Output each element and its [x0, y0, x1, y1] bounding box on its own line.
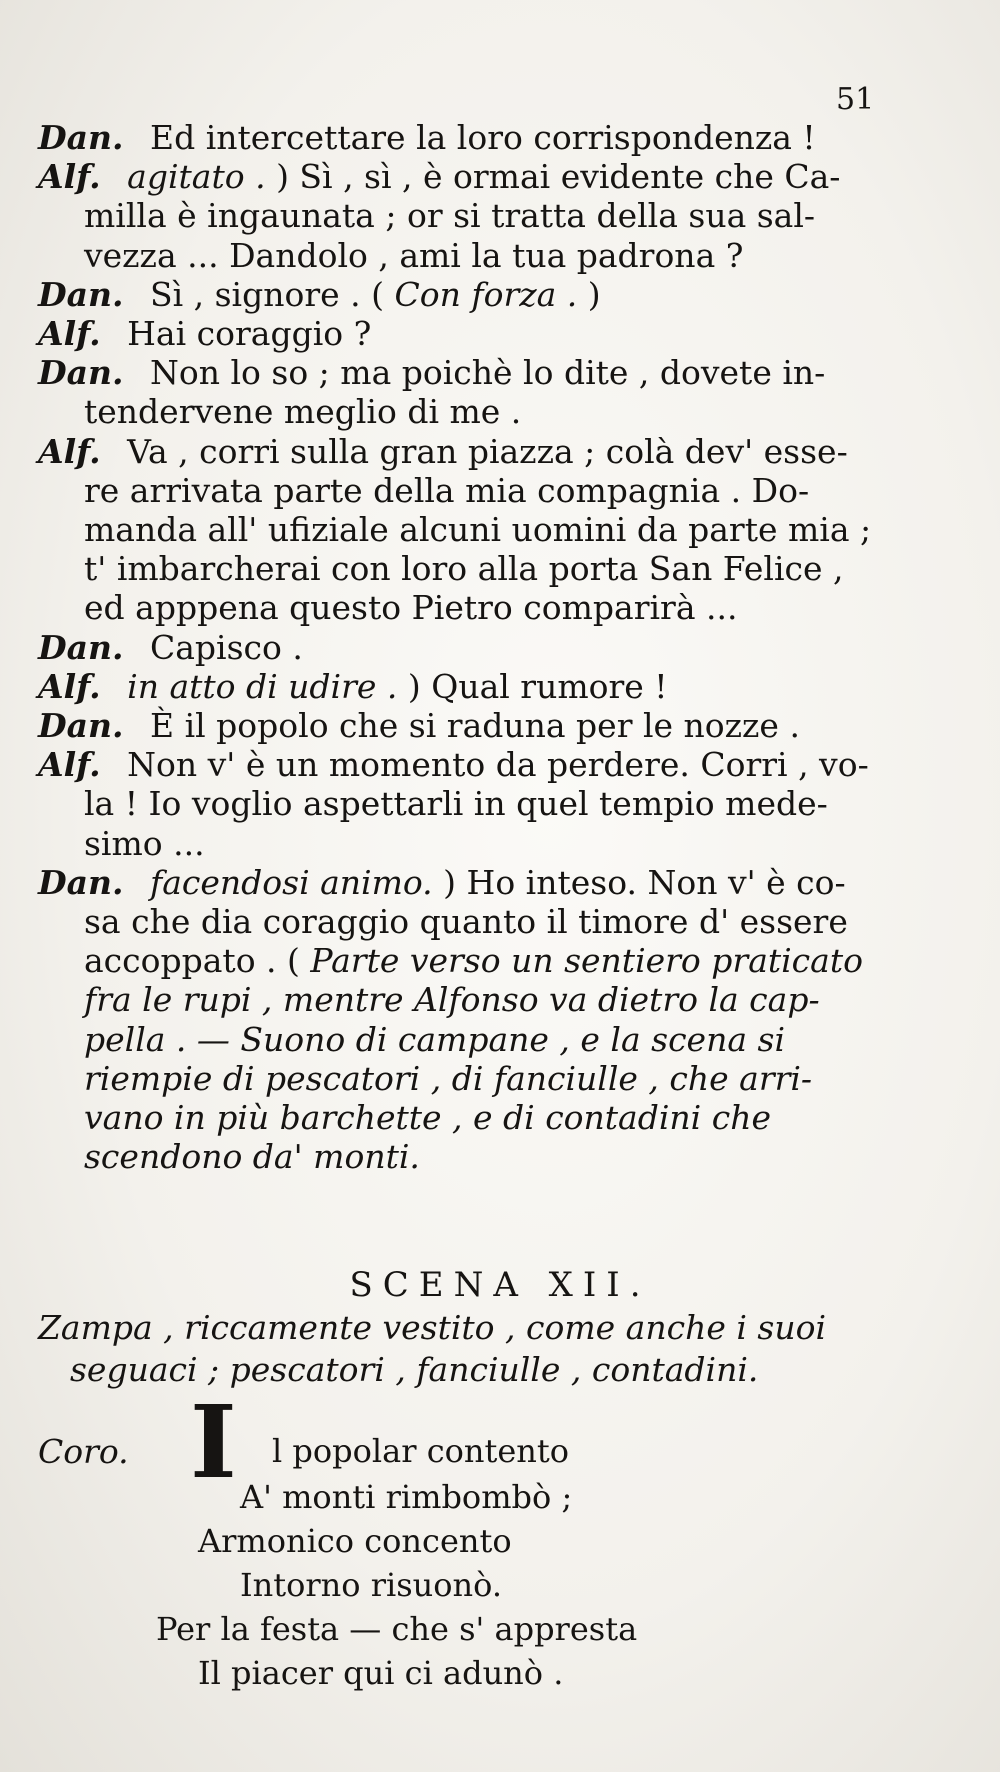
text-line — [38, 667, 668, 707]
stage-direction: vano in più barchette , e di contadini che — [84, 1098, 771, 1137]
text-line — [84, 1137, 420, 1177]
stage-direction: in atto di udire . — [127, 666, 398, 706]
dialogue-text: Non lo so ; ma poichè lo dite , dovete in- — [149, 353, 826, 393]
stage-direction: agitato . — [127, 157, 266, 197]
dialogue-text: t' imbarcherai con loro alla porta San Felice , — [84, 549, 844, 589]
dialogue-text: Va , corri sulla gran piazza ; colà dev' esse- — [127, 431, 848, 471]
dialogue-text: ) Ho inteso. Non v' è co- — [443, 862, 846, 902]
dialogue-text: manda all' ufiziale alcuni uomini da parte mia ; — [84, 510, 872, 549]
dialogue-text: milla è ingaunata ; or si tratta della sua sal- — [84, 196, 816, 236]
speaker-label: Alf. — [38, 666, 101, 706]
text-line — [38, 353, 825, 393]
speaker-label: Dan. — [38, 274, 124, 314]
verse-line: A' monti rimbombò ; — [240, 1478, 573, 1516]
text-line — [84, 1059, 812, 1099]
page-number: 51 — [836, 82, 875, 117]
speaker-label: Dan. — [38, 118, 124, 157]
stage-direction: pella . — Suono di campane , e la scena si — [84, 1019, 785, 1059]
text-line — [84, 196, 815, 236]
verse-line: Intorno risuonò. — [240, 1566, 503, 1604]
dialogue-text: vezza ... Dandolo , ami la tua padrona ? — [84, 235, 744, 275]
scene-heading: SCENA XII. — [349, 1265, 651, 1305]
dialogue-text: sa che dia coraggio quanto il timore d' essere — [84, 902, 848, 941]
stage-direction: Parte verso un sentiero praticato — [310, 941, 863, 981]
speaker-label: Dan. — [38, 353, 124, 393]
text-line — [84, 941, 863, 981]
stage-direction: facendosi animo. — [149, 862, 433, 902]
dialogue-text: simo ... — [84, 823, 205, 863]
verse-line: l popolar contento — [272, 1432, 570, 1470]
text-line — [38, 706, 800, 746]
verse-line: Il piacer qui ci adunò . — [198, 1654, 564, 1692]
dialogue-text: Non v' è un momento da perdere. Corri , vo- — [127, 745, 869, 785]
stage-direction: scendono da' monti. — [84, 1137, 420, 1177]
speaker-label: Dan. — [38, 706, 124, 745]
text-line — [84, 392, 521, 432]
text-line — [84, 980, 820, 1020]
text-line — [38, 157, 840, 197]
dialogue-text: la ! Io voglio aspettarli in quel tempio mede- — [84, 784, 828, 824]
text-line — [38, 275, 601, 315]
dialogue-text: ) — [587, 274, 601, 314]
dialogue-text: ed apppena questo Pietro comparirà ... — [84, 588, 738, 628]
stage-direction: fra le rupi , mentre Alfonso va dietro la cap- — [84, 980, 820, 1020]
dialogue-text: Ed intercettare la loro corrispondenza ! — [149, 118, 816, 157]
text-line — [38, 745, 869, 785]
text-line — [84, 902, 848, 942]
dialogue-text: tendervene meglio di me . — [84, 392, 522, 432]
drop-cap: I — [190, 1383, 237, 1501]
text-line — [84, 588, 737, 628]
speaker-label: Alf. — [38, 431, 101, 471]
dialogue-text: ) Qual rumore ! — [407, 666, 668, 706]
scene-description-line: Zampa , riccamente vestito , come anche i suoi — [38, 1308, 827, 1347]
scene-description-line: seguaci ; pescatori , fanciulle , contadini. — [70, 1350, 759, 1389]
stage-direction: riempie di pescatori , di fanciulle , che arri- — [84, 1058, 813, 1098]
verse-line: Per la festa — che s' appresta — [156, 1610, 638, 1648]
dialogue-text: Sì , signore . ( — [149, 274, 384, 314]
text-line — [38, 432, 848, 472]
dialogue-text: Capisco . — [149, 627, 303, 667]
text-line — [84, 549, 844, 589]
coro-label: Coro. — [38, 1432, 129, 1471]
text-line — [38, 863, 846, 903]
text-line — [84, 1098, 771, 1138]
text-line — [84, 510, 871, 550]
text-line — [84, 471, 809, 511]
dialogue-text: re arrivata parte della mia compagnia . Do- — [84, 470, 810, 510]
text-line — [38, 118, 816, 158]
speaker-label: Dan. — [38, 862, 124, 902]
text-line — [84, 236, 743, 276]
dialogue-text: Hai coraggio ? — [127, 314, 372, 353]
text-line — [84, 1020, 785, 1060]
verse-line: Armonico concento — [198, 1522, 512, 1560]
dialogue-text: ) Sì , sì , è ormai evidente che Ca- — [276, 157, 841, 197]
dialogue-text: È il popolo che si raduna per le nozze . — [149, 706, 800, 745]
text-line — [84, 784, 828, 824]
speaker-label: Dan. — [38, 627, 124, 667]
text-line — [84, 824, 205, 864]
text-line — [38, 628, 303, 668]
stage-direction: Con forza . — [394, 274, 578, 314]
speaker-label: Alf. — [38, 745, 101, 785]
speaker-label: Alf. — [38, 157, 101, 197]
speaker-label: Alf. — [38, 314, 101, 353]
text-line — [38, 314, 371, 354]
dialogue-text: accoppato . ( — [84, 941, 300, 981]
